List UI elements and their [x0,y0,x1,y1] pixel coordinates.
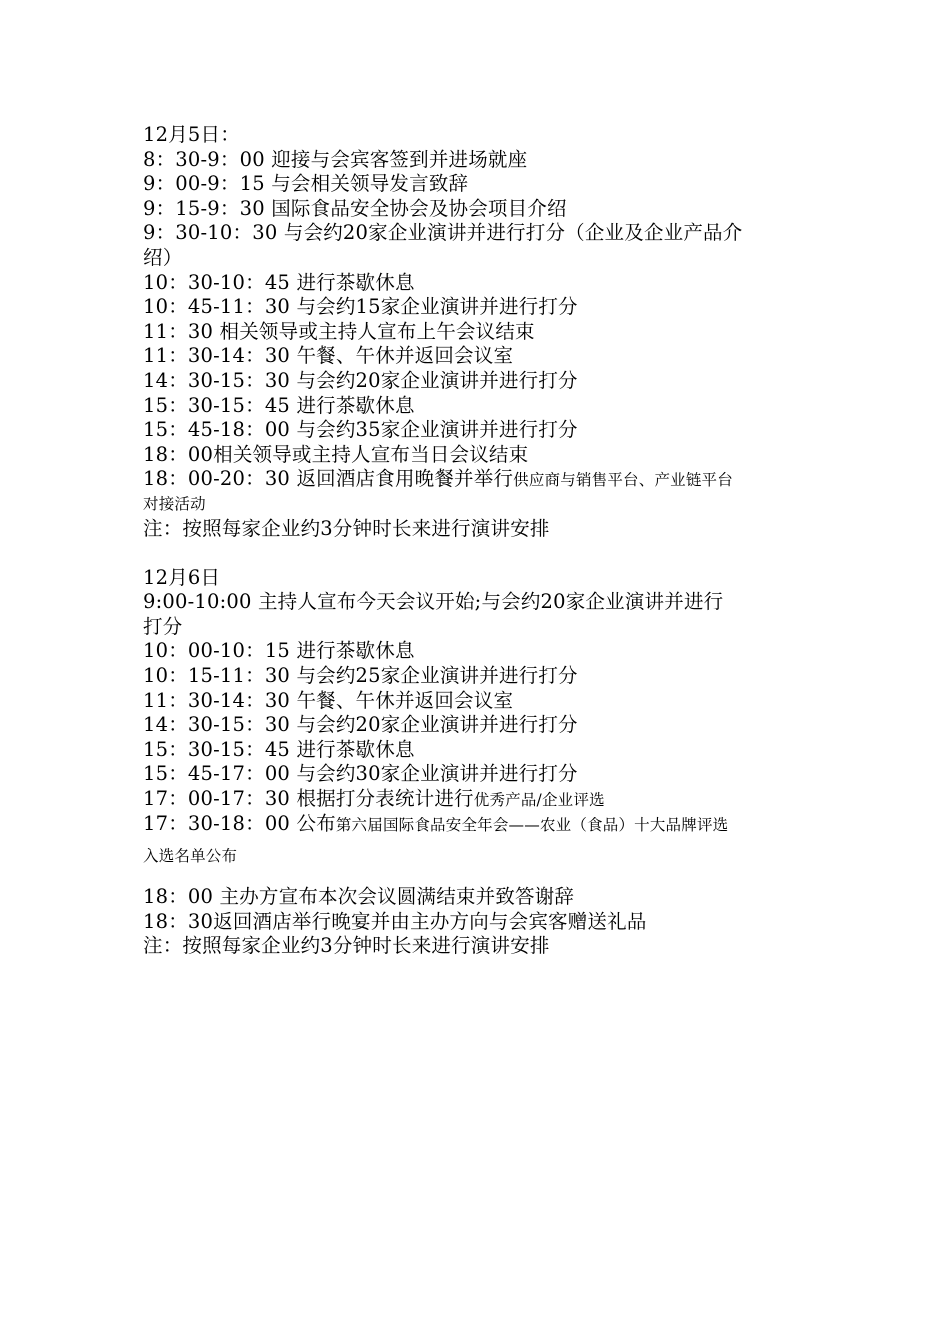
schedule-line: 14：30-15：30 与会约20家企业演讲并进行打分 [143,368,578,392]
schedule-line-dinner-cont: 对接活动 [143,494,206,513]
section-gap [143,872,823,885]
section-gap [143,541,823,566]
schedule-line-announce [143,812,823,837]
selection-detail-text: 优秀产品/企业评选 [473,791,605,810]
schedule-line: 10：00-10：15 进行茶歇休息 [143,639,415,663]
schedule-line: 11：30-14：30 午餐、午休并返回会议室 [143,688,514,712]
schedule-line: 9：15-9：30 国际食品安全协会及协会项目介绍 [143,196,567,220]
schedule-line: 9：30-10：30 与会约20家企业演讲并进行打分（企业及企业产品介 [143,221,743,245]
schedule-line: 打分 [143,614,183,638]
schedule-line-selection [143,787,823,812]
schedule-line: 10：30-10：45 进行茶歇休息 [143,270,415,294]
schedule-line: 18：00相关领导或主持人宣布当日会议结束 [143,442,529,466]
schedule-line: 15：30-15：45 进行茶歇休息 [143,737,415,761]
day2-note: 注：按照每家企业约3分钟时长来进行演讲安排 [143,934,550,958]
schedule-line: 绍） [143,245,183,269]
selection-text: 17：00-17：30 根据打分表统计进行 [143,787,474,811]
announce-detail-text: 第六届国际食品安全年会——农业（食品）十大品牌评选 [335,815,729,834]
schedule-line: 10：45-11：30 与会约15家企业演讲并进行打分 [143,295,578,319]
schedule-line: 15：45-18：00 与会约35家企业演讲并进行打分 [143,418,578,442]
day1-heading: 12月5日： [143,123,240,146]
schedule-line: 10：15-11：30 与会约25家企业演讲并进行打分 [143,664,578,688]
schedule-line: 18：30返回酒店举行晚宴并由主办方向与会宾客赠送礼品 [143,909,647,933]
schedule-line: 11：30 相关领导或主持人宣布上午会议结束 [143,319,535,343]
dinner-text: 18：00-20：30 返回酒店食用晚餐并举行 [143,467,514,491]
dinner-activity-text: 供应商与销售平台、产业链平台 [513,471,733,490]
announce-text: 17：30-18：00 公布 [143,811,336,835]
document-page [143,123,823,959]
day1-note: 注：按照每家企业约3分钟时长来进行演讲安排 [143,516,550,540]
schedule-line: 14：30-15：30 与会约20家企业演讲并进行打分 [143,713,578,737]
schedule-line: 8：30-9：00 迎接与会宾客签到并进场就座 [143,147,528,171]
schedule-line: 9:00-10:00 主持人宣布今天会议开始;与会约20家企业演讲并进行 [143,590,724,614]
schedule-line: 9：00-9：15 与会相关领导发言致辞 [143,172,469,196]
schedule-line-announce-cont: 入选名单公布 [143,847,238,866]
schedule-line: 18：00 主办方宣布本次会议圆满结束并致答谢辞 [143,885,575,909]
day2-heading: 12月6日 [143,565,221,589]
schedule-line: 11：30-14：30 午餐、午休并返回会议室 [143,344,514,368]
schedule-line: 15：45-17：00 与会约30家企业演讲并进行打分 [143,762,578,786]
schedule-line-dinner [143,467,823,492]
schedule-line: 15：30-15：45 进行茶歇休息 [143,393,415,417]
